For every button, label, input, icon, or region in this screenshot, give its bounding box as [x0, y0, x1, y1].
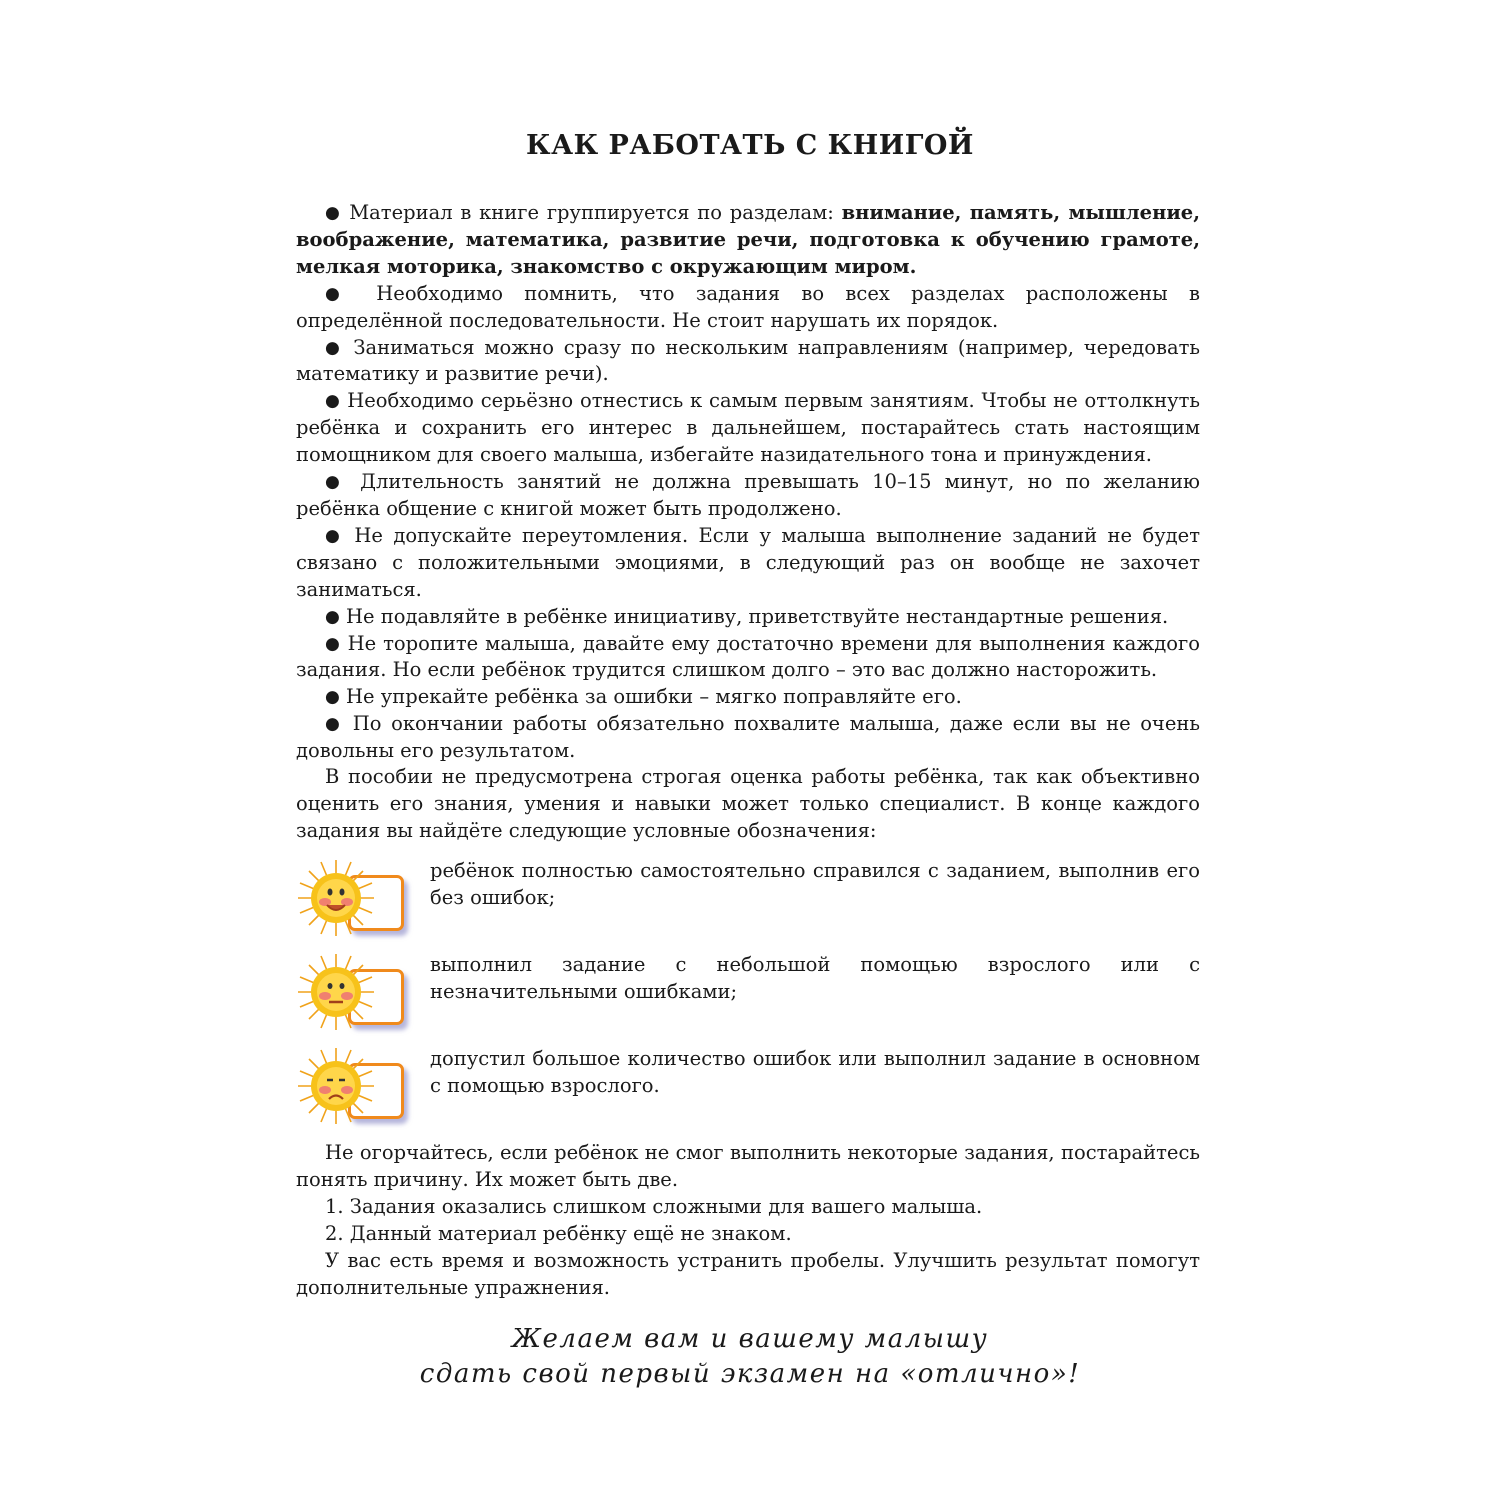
bullet-icon: ●: [325, 687, 340, 708]
legend-row-good: [296, 952, 1200, 1042]
sun-face-icon: [296, 858, 376, 938]
legend-text: допустил большое количество ошибок или выполнил задание в основном с помощью взрослого.: [430, 1047, 1200, 1097]
wish-line: Желаем вам и вашему малышу: [511, 1324, 989, 1354]
tip-bold-text: внимание, память, мышление, воображение, математика, развитие речи, подготовка к обучению грамоте, мелкая моторика, знакомство с окружающим миром.: [296, 201, 1200, 278]
tip-text: Не упрекайте ребёнка за ошибки – мягко поправляйте его.: [346, 685, 962, 709]
reason-item: 2. Данный материал ребёнку ещё не знаком.: [325, 1221, 792, 1245]
tip-text: Длительность занятий не должна превышать 10–15 минут, но по желанию ребёнка общение с книгой может быть продолжено.: [296, 470, 1200, 520]
bullet-icon: ●: [325, 337, 344, 358]
bullet-icon: ●: [325, 633, 341, 654]
tip-item: [296, 388, 1200, 469]
tip-item: [296, 711, 1200, 765]
intro-paragraph: В пособии не предусмотрена строгая оценка работы ребёнка, так как объективно оценить его знания, умения и навыки может только специалист. В конце каждого задания вы найдёте следующие условные обозначения:: [296, 765, 1200, 842]
bullet-icon: ●: [325, 525, 345, 546]
bullet-icon: ●: [325, 203, 342, 223]
closing-paragraph: Не огорчайтесь, если ребёнок не смог выполнить некоторые задания, постарайтесь понять причину. Их может быть две.: [296, 1141, 1200, 1191]
tip-item: [296, 684, 1200, 711]
page-title: КАК РАБОТАТЬ С КНИГОЙ: [526, 130, 974, 161]
legend-text: ребёнок полностью самостоятельно справился с заданием, выполнив его без ошибок;: [430, 859, 1200, 909]
tip-text: По окончании работы обязательно похвалите малыша, даже если вы не очень довольны его результатом.: [296, 712, 1200, 763]
legend-text: выполнил задание с небольшой помощью взрослого или с незначительными ошибками;: [430, 953, 1200, 1003]
tip-text: Заниматься можно сразу по нескольким направлениям (например, чередовать математику и развитие речи).: [296, 335, 1200, 386]
tip-text: Необходимо помнить, что задания во всех разделах расположены в определённой последовательности. Не стоит нарушать их порядок.: [296, 281, 1200, 332]
closing-paragraph: У вас есть время и возможность устранить пробелы. Улучшить результат помогут дополнительные упражнения.: [296, 1248, 1200, 1299]
neutral-sun-icon: [296, 952, 411, 1042]
bullet-icon: ●: [325, 606, 340, 627]
tip-text: Необходимо серьёзно отнестись к самым первым занятиям. Чтобы не оттолкнуть ребёнка и сохранить его интерес в дальнейшем, постарайтесь стать настоящим помощником для своего малыша, избегайте назидательного тона и принуждения.: [296, 389, 1200, 467]
bullet-icon: ●: [325, 472, 347, 493]
legend-row-needs-help: [296, 1046, 1200, 1136]
tip-item: [296, 469, 1200, 523]
tip-item: [296, 604, 1200, 631]
sad-sun-icon: [296, 1046, 411, 1136]
happy-sun-icon: [296, 858, 411, 948]
tip-item: [296, 523, 1200, 604]
assessment-intro: [296, 764, 1200, 845]
tip-text: Не подавляйте в ребёнке инициативу, приветствуйте нестандартные решения.: [346, 604, 1169, 628]
tip-text: Материал в книге группируется по разделам:: [349, 201, 842, 224]
bullet-icon: ●: [325, 714, 344, 735]
closing-section: [296, 1140, 1200, 1301]
sun-face-icon: [296, 952, 376, 1032]
tip-text: Не допускайте переутомления. Если у малыша выполнение заданий не будет связано с положительными эмоциями, в следующий раз он вообще не захочет заниматься.: [296, 523, 1200, 601]
tips-list: [296, 200, 1200, 765]
closing-wish: [0, 1322, 1500, 1392]
bullet-icon: ●: [325, 391, 341, 412]
legend-row-excellent: [296, 858, 1200, 948]
wish-line: сдать свой первый экзамен на «отлично»!: [419, 1359, 1081, 1389]
tip-item: [296, 631, 1200, 685]
sun-face-icon: [296, 1046, 376, 1126]
tip-item: [296, 281, 1200, 335]
tip-text: Не торопите малыша, давайте ему достаточно времени для выполнения каждого задания. Но если ребёнок трудится слишком долго – это вас должно насторожить.: [296, 631, 1200, 682]
tip-item: [296, 200, 1200, 281]
bullet-icon: ●: [325, 283, 355, 304]
reason-item: 1. Задания оказались слишком сложными для вашего малыша.: [325, 1194, 983, 1218]
tip-item: [296, 335, 1200, 389]
